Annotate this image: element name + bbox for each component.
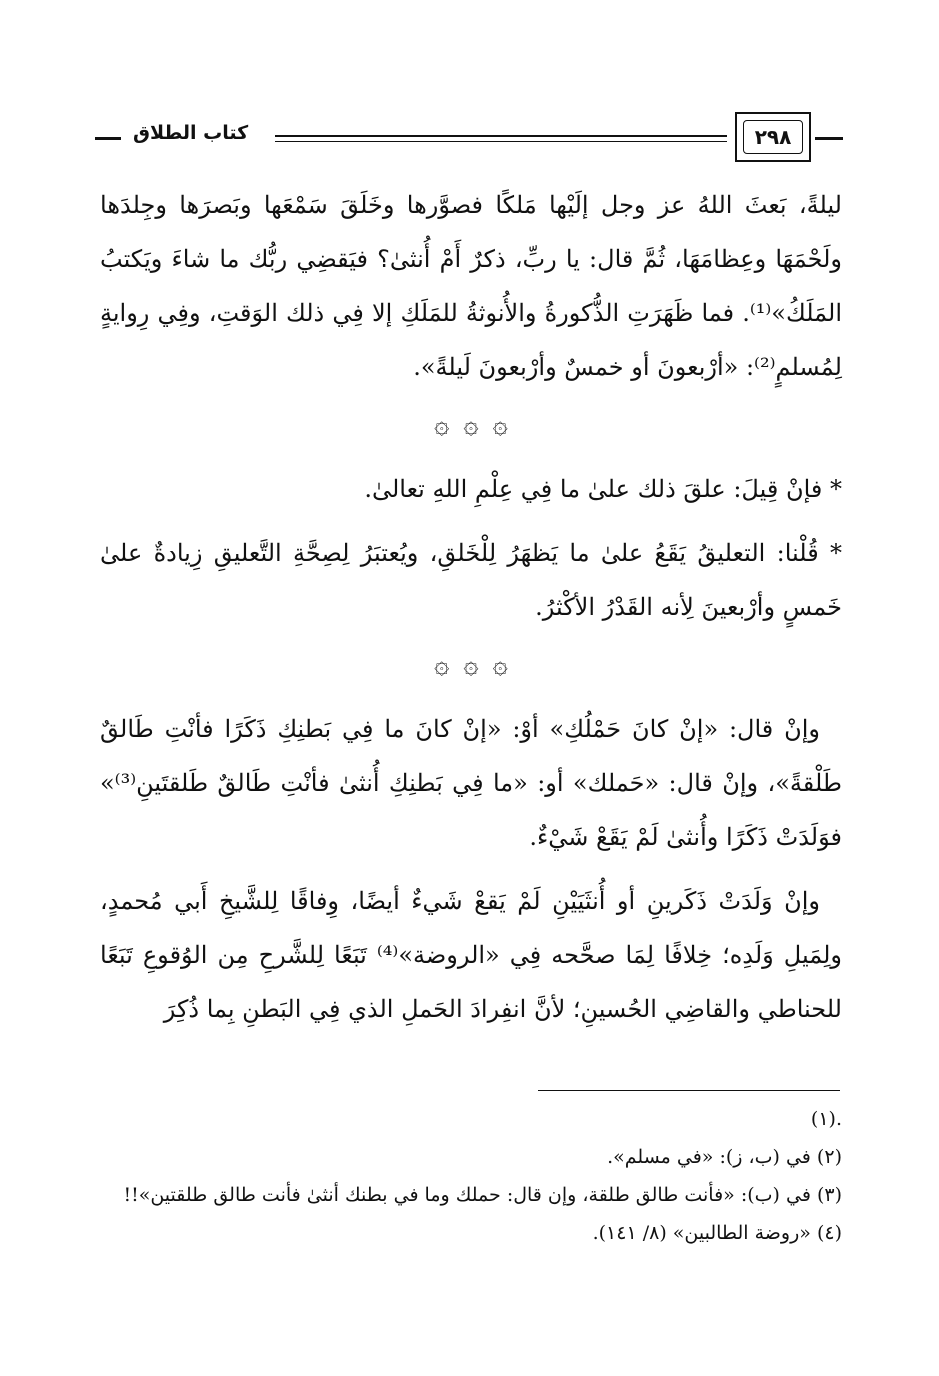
header-dash-left [95, 137, 121, 140]
main-text [100, 178, 842, 1036]
star-ornament-icon: ۞ [434, 650, 450, 680]
paragraph-hadith: ليلةً، بَعثَ اللهُ عز وجل إلَيْها مَلكًا فصوَّرها وخَلَقَ سَمْعَها وبَصرَها وجِلدَها ولَحْمَهَا وعِظامَهَا، ثُمَّ قال: يا ربِّ، ذكرٌ أَمْ أُنثىٰ؟ فيَقضِي ربُّك ما شاءَ ويَكتبُ المَلَكُ»⁽¹⁾. فما ظَهَرَتِ الذُّكورةُ والأُنوثةُ للمَلَكِ إلا فِي ذلك الوَقتِ، وفِي رِوايةٍ لِمُسلمٍ⁽²⁾: «أرْبعونَ أو خمسٌ وأرْبعونَ لَيلةً». [100, 191, 842, 381]
page-number-frame [735, 112, 811, 162]
star-ornament-icon: ۞ [463, 650, 479, 680]
paragraph-twins: وإنْ وَلَدَتْ ذَكَرينِ أو أُنثَيَيْنِ لَمْ يَقعْ شَيءٌ أيضًا، وِفاقًا لِلشَّيخِ أَبي مُحمدٍ، ولِمَيلِ وَلَدِه؛ خِلافًا لِمَا صحَّحه فِي «الروضة»⁽⁴⁾ تَبَعًا لِلشَّرحِ مِن الوُقوعِ تَبَعًا للحناطي والقاضِي الحُسينِ؛ لأنَّ انفِرادَ الحَملِ الذي فِي البَطنِ بِما ذُكِرَ [100, 887, 842, 1023]
footnote-4: (٤) «روضة الطالبين» (٨/ ١٤١). [592, 1222, 842, 1244]
star-ornament-icon: ۞ [434, 410, 450, 440]
running-title: كتاب الطلاق [133, 122, 249, 144]
star-ornament-icon: ۞ [492, 650, 508, 680]
star-ornament-icon: ۞ [463, 410, 479, 440]
section-divider [100, 640, 842, 690]
header-rule-thin [275, 141, 727, 142]
section-divider [100, 400, 842, 450]
footnote-separator [538, 1090, 840, 1091]
footnote-1: .(١) [810, 1108, 842, 1130]
page-header [95, 108, 843, 168]
paragraph-condition: وإنْ قال: «إنْ كانَ حَمْلُكِ» أوْ: «إنْ كانَ ما فِي بَطنِكِ ذَكَرًا فأنْتِ طَالقٌ طَلْقةً»، وإنْ قال: «حَملك» أو: «ما فِي بَطنِكِ أُنثىٰ فأنْتِ طَالقٌ طَلقتَينِ⁽³⁾» فوَلَدَتْ ذَكَرًا وأُنثىٰ لَمْ يَقَعْ شَيْءٌ. [100, 715, 842, 851]
page-number: ٢٩٨ [743, 120, 803, 154]
header-dash-right [815, 137, 843, 140]
objection-paragraph: * فإنْ قِيلَ: علقَ ذلك علىٰ ما فِي عِلْمِ اللهِ تعالىٰ. [364, 475, 842, 503]
footnotes [100, 1100, 842, 1252]
reply-paragraph: * قُلْنا: التعليقُ يَقَعُ علىٰ ما يَظهَرُ لِلْخَلقِ، ويُعتبَرُ لِصِحَّةِ التَّعليقِ زِيادةٌ علىٰ خَمسٍ وأرْبعينَ لِأنه القَدْرُ الأكْثرُ. [100, 539, 842, 621]
footnote-2: (٢) في (ب، ز): «في مسلم». [607, 1146, 842, 1168]
footnote-3: (٣) في (ب): «فأنت طالق طلقة، وإن قال: حملك وما في بطنك أنثىٰ فأنت طالق طلقتين»!! [123, 1184, 842, 1206]
star-ornament-icon: ۞ [492, 410, 508, 440]
header-rule [275, 135, 727, 137]
